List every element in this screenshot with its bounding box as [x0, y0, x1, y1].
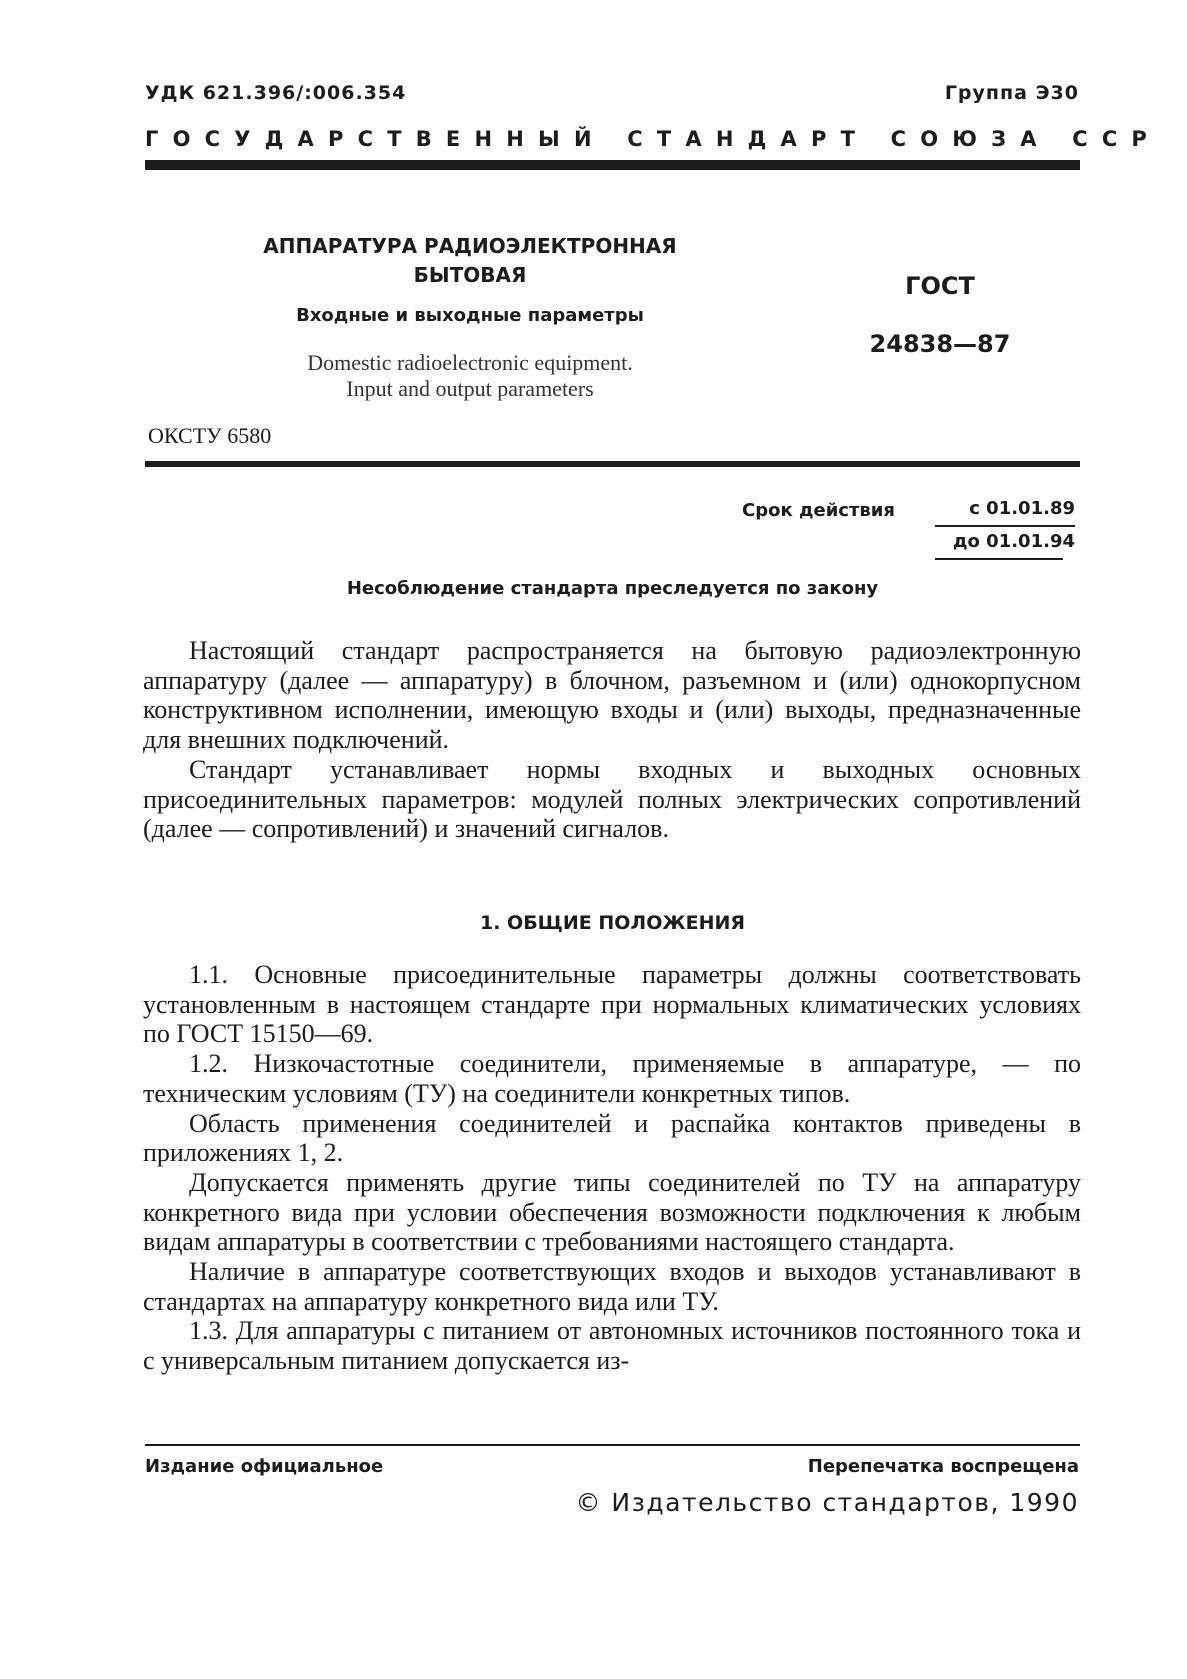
gost-label: ГОСТ [905, 272, 975, 300]
title-divider [145, 461, 1080, 467]
udk-code: УДК 621.396/:006.354 [145, 82, 407, 104]
document-title [220, 232, 720, 290]
english-title-line-1: Domestic radioelectronic equipment. [307, 350, 633, 375]
group-code: Группа Э30 [944, 82, 1079, 104]
english-title-line-2: Input and output parameters [346, 376, 594, 401]
reprint-notice: Перепечатка воспрещена [807, 1456, 1079, 1477]
intro-paragraph-1: Настоящий стандарт распространяется на бытовую радиоэлектронную аппаратуру (далее — аппаратуру) в блочном, разъемном и (или) однокорпусном конструктивном исполнении, имеющую входы и (или) выходы, предназначенные для внешних подключений. [143, 636, 1081, 755]
section-1-text [143, 960, 1081, 1376]
english-title [220, 350, 720, 402]
validity-rule-bottom [935, 558, 1063, 560]
validity-rule [935, 525, 1075, 527]
paragraph-1-2: 1.2. Низкочастотные соединители, применяемые в аппаратуре, — по техническим условиям (ТУ) на соединители конкретных типов. [143, 1049, 1081, 1108]
document-subtitle: Входные и выходные параметры [296, 305, 644, 326]
edition-label: Издание официальное [145, 1456, 384, 1477]
paragraph-inputs-outputs: Наличие в аппаратуре соответствующих входов и выходов устанавливают в стандартах на аппаратуру конкретного вида или ТУ. [143, 1257, 1081, 1316]
paragraph-connectors-application: Область применения соединителей и распайка контактов приведены в приложениях 1, 2. [143, 1108, 1081, 1168]
intro-paragraph-2: Стандарт устанавливает нормы входных и выходных основных присоединительных параметров: модулей полных электрических сопротивлений (далее — сопротивлений) и значений сигналов. [143, 754, 1081, 844]
paragraph-other-connectors: Допускается применять другие типы соединителей по ТУ на аппаратуру конкретного вида при условии обеспечения возможности подключения к любым видам аппаратуры в соответствии с требованиями настоящего стандарта. [143, 1167, 1081, 1257]
title-line-2: БЫТОВАЯ [413, 263, 527, 287]
copyright: © Издательство стандартов, 1990 [575, 1488, 1079, 1517]
header-divider [145, 160, 1080, 170]
section-heading: 1. ОБЩИЕ ПОЛОЖЕНИЯ [479, 912, 746, 934]
validity-from: с 01.01.89 [969, 498, 1075, 519]
footer-divider [145, 1444, 1080, 1446]
title-line-1: АППАРАТУРА РАДИОЭЛЕКТРОННАЯ [263, 234, 677, 258]
state-standard-heading: ГОСУДАРСТВЕННЫЙ СТАНДАРТ СОЮЗА ССР [145, 127, 1162, 151]
intro-text [143, 636, 1081, 844]
legal-notice: Несоблюдение стандарта преследуется по закону [346, 578, 879, 599]
validity-label: Срок действия [742, 500, 895, 521]
okstu-code: ОКСТУ 6580 [148, 423, 272, 448]
validity-to: до 01.01.94 [953, 531, 1075, 552]
gost-number: 24838—87 [869, 330, 1011, 358]
paragraph-1-3: 1.3. Для аппаратуры с питанием от автономных источников постоянного тока и с универсальным питанием допускается из- [143, 1316, 1081, 1376]
paragraph-1-1: 1.1. Основные присоединительные параметры должны соответствовать установленным в настоящем стандарте при нормальных климатических условиях по ГОСТ 15150—69. [143, 960, 1081, 1049]
